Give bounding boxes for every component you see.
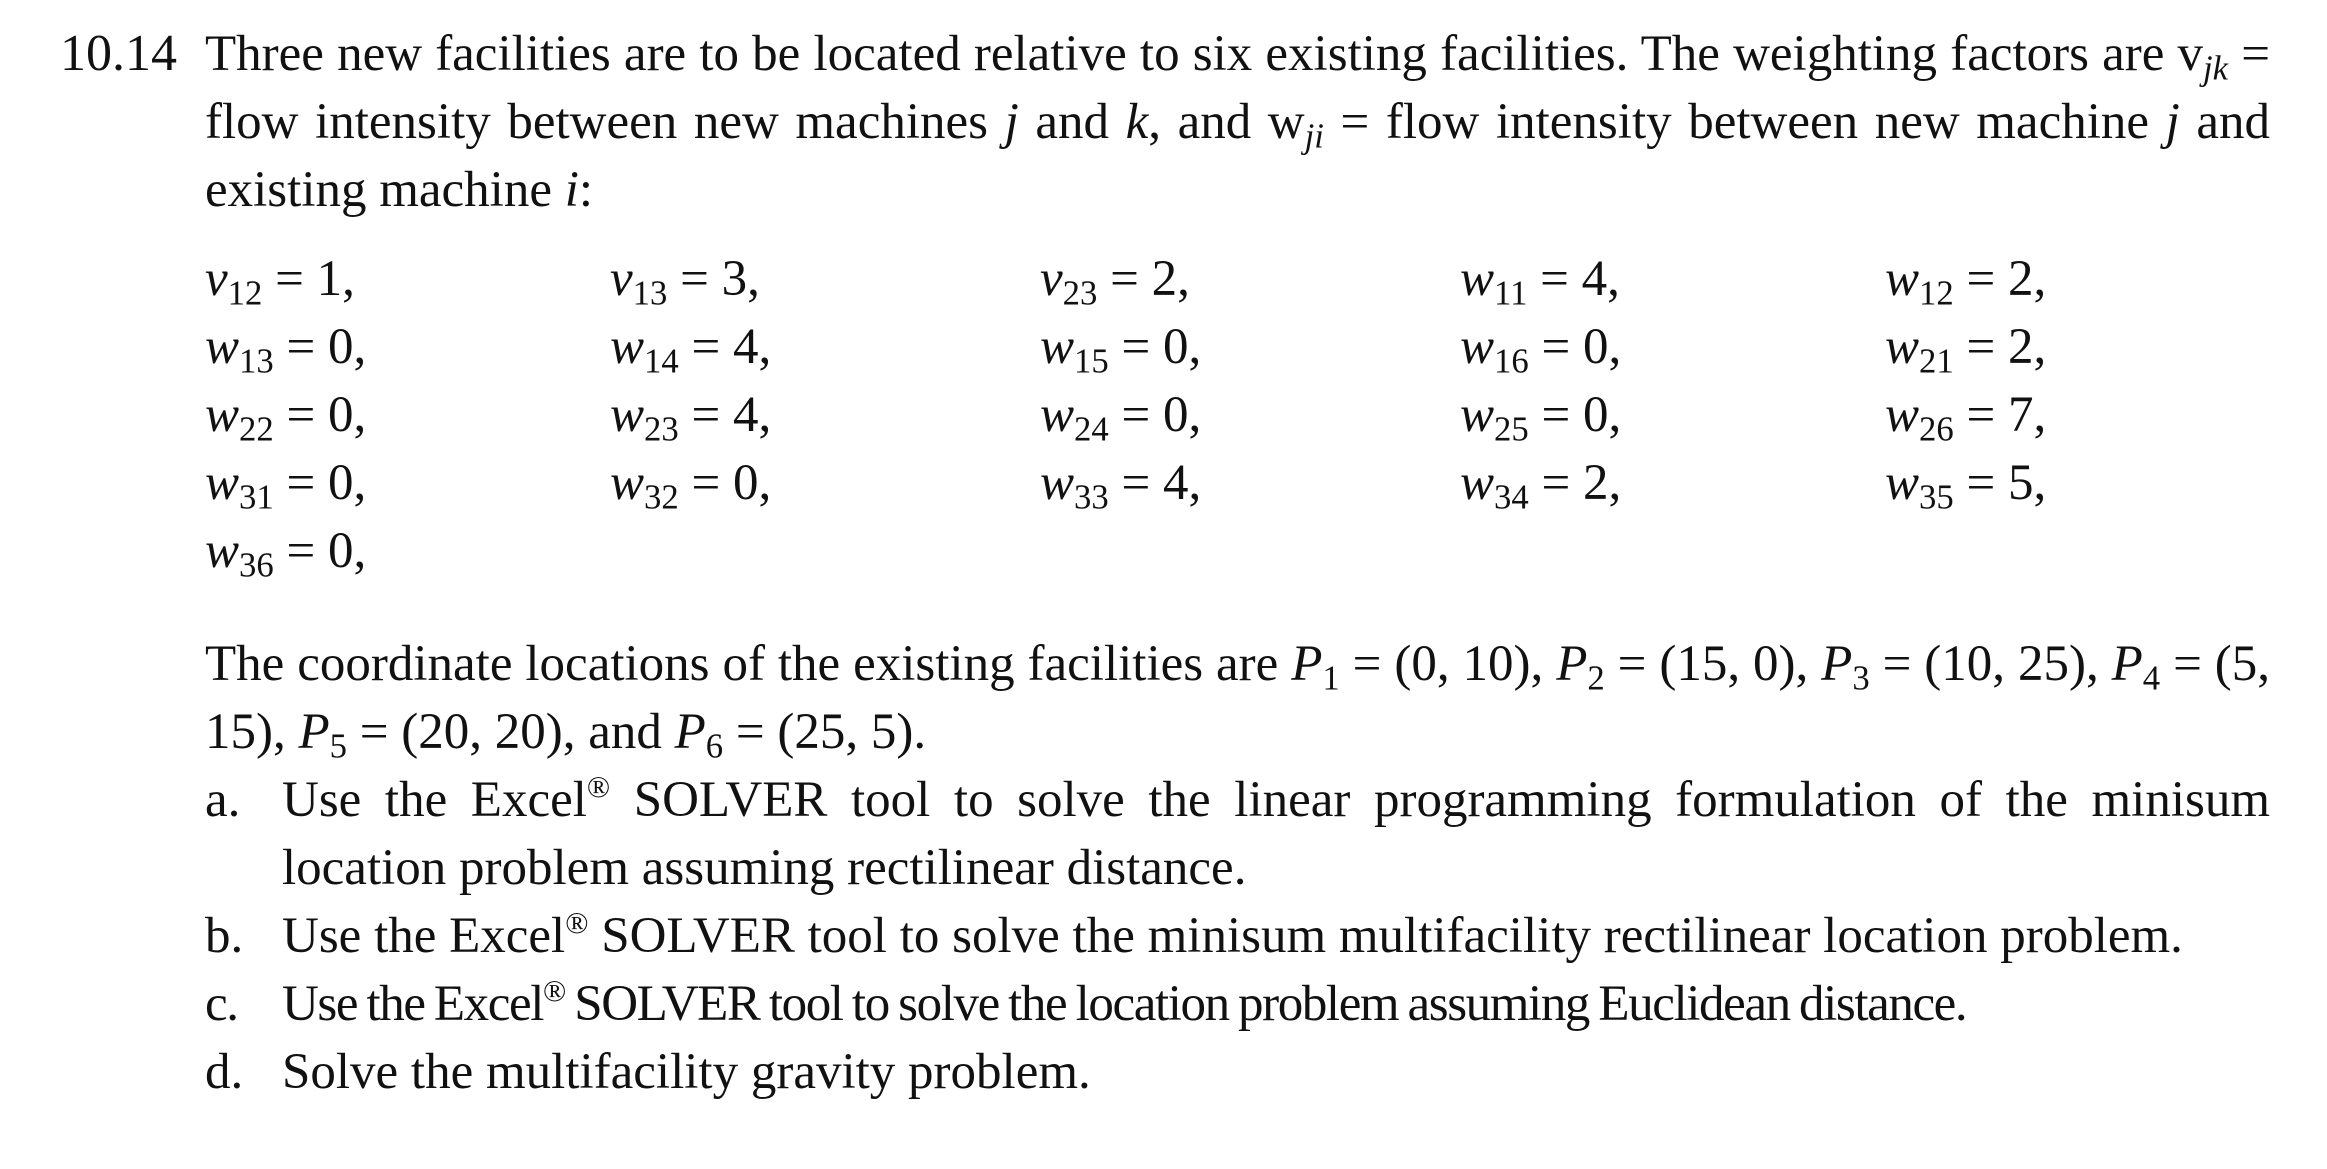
weight-factor	[610, 250, 760, 313]
weight-subscript: 36	[239, 545, 274, 585]
part-label: a.	[205, 772, 241, 828]
weight-variable: w	[1040, 387, 1075, 443]
weight-subscript: 23	[644, 409, 679, 449]
weight-factor	[1885, 318, 2047, 381]
part-text: Use the Excel	[282, 908, 566, 964]
point-subscript: 4	[2142, 658, 2161, 698]
weight-variable: v	[1040, 251, 1063, 307]
weight-value: = 3,	[667, 251, 760, 307]
weight-subscript: 21	[1919, 341, 1954, 381]
weight-factor	[205, 454, 367, 517]
point-coordinate: = (5, 15),	[205, 636, 2271, 760]
weight-variable: w	[205, 455, 240, 511]
weight-row	[205, 250, 2305, 318]
weight-factor	[1885, 250, 2047, 313]
weight-row	[205, 386, 2305, 454]
coords-lead: The coordinate locations of the existing facilities are	[205, 636, 1292, 692]
weight-variable: w	[1460, 251, 1495, 307]
weight-factor	[1885, 454, 2047, 517]
weight-factor	[1885, 386, 2047, 449]
part-text-cont: SOLVER tool to solve the location problem assuming Euclidean distance.	[564, 976, 1967, 1032]
weight-variable: w	[1885, 455, 1920, 511]
weight-value: = 2,	[1528, 455, 1622, 511]
weight-value: = 0,	[1108, 319, 1202, 375]
weight-variable: v	[610, 251, 633, 307]
weight-value: = 2,	[1953, 319, 2047, 375]
weight-subscript: 33	[1074, 477, 1109, 517]
existing-facility-coordinates	[205, 630, 2270, 766]
weight-subscript: 13	[239, 341, 274, 381]
weight-value: = 0,	[1528, 319, 1622, 375]
weight-value: = 4,	[1527, 251, 1620, 307]
weight-variable: w	[610, 387, 645, 443]
weight-value: = 4,	[678, 319, 772, 375]
registered-mark: ®	[586, 770, 611, 805]
problem-parts-list	[205, 766, 2270, 1106]
weight-row	[205, 454, 2305, 522]
weight-value: = 0,	[273, 523, 367, 579]
weight-value: = 7,	[1953, 387, 2047, 443]
point-subscript: 5	[329, 726, 347, 766]
weight-value: = 0,	[273, 387, 367, 443]
weight-factor-grid	[205, 250, 2305, 590]
weight-variable: w	[1460, 455, 1495, 511]
weight-factor	[205, 522, 367, 585]
weight-value: = 0,	[678, 455, 772, 511]
weight-subscript: 34	[1494, 477, 1529, 517]
weight-row	[205, 318, 2305, 386]
problem-part	[205, 970, 2270, 1038]
problem-part	[205, 1038, 2270, 1106]
weight-factor	[1040, 250, 1190, 313]
point-coordinate: = (10, 25),	[1869, 636, 2112, 692]
weight-factor	[1460, 454, 1622, 517]
weight-variable: w	[1885, 251, 1920, 307]
point-name: P	[1821, 636, 1853, 692]
part-label: c.	[205, 976, 238, 1032]
point-name: P	[298, 704, 330, 760]
weight-variable: w	[610, 319, 645, 375]
weight-factor	[1460, 250, 1620, 313]
weight-variable: w	[1040, 455, 1075, 511]
weight-subscript: 12	[1919, 273, 1954, 313]
weight-variable: w	[205, 523, 240, 579]
weight-subscript: 25	[1494, 409, 1529, 449]
weight-value: = 4,	[678, 387, 772, 443]
weight-value: = 1,	[262, 251, 355, 307]
weight-variable: w	[205, 387, 240, 443]
weight-value: = 2,	[1953, 251, 2047, 307]
weight-subscript: 32	[644, 477, 679, 517]
weight-factor	[1460, 318, 1622, 381]
weight-factor	[610, 318, 772, 381]
part-text: Use the Excel	[282, 772, 587, 828]
point-subscript: 3	[1852, 658, 1870, 698]
weight-factor	[205, 386, 367, 449]
point-name: P	[674, 704, 706, 760]
weight-factor	[205, 318, 367, 381]
weight-variable: w	[1460, 387, 1495, 443]
weight-variable: w	[1885, 387, 1920, 443]
weight-subscript: 23	[1062, 273, 1098, 313]
weight-variable: w	[1885, 319, 1920, 375]
problem-intro: Three new facilities are to be located relative to six existing facilities. The weighting factors are $v_{jk}$ = flow intensity between new machines j and k, and $w_{ji}$ = flow intensity between new machine j and existing machine i:	[205, 26, 2271, 218]
point-name: P	[1291, 636, 1323, 692]
weight-variable: v	[205, 251, 228, 307]
weight-factor	[610, 386, 772, 449]
part-text-cont: SOLVER tool to solve the minisum multifacility rectilinear location problem.	[588, 908, 2183, 964]
weight-value: = 0,	[273, 455, 367, 511]
point-subscript: 6	[705, 726, 724, 766]
weight-factor	[1460, 386, 1622, 449]
weight-subscript: 11	[1494, 273, 1528, 313]
weight-subscript: 13	[632, 273, 668, 313]
weight-value: = 0,	[1108, 387, 1202, 443]
point-coordinate: = (0, 10),	[1339, 636, 1557, 692]
weight-subscript: 12	[227, 273, 263, 313]
point-coordinate: = (15, 0),	[1604, 636, 1822, 692]
weight-factor	[610, 454, 772, 517]
weight-variable: w	[610, 455, 645, 511]
weight-value: = 5,	[1953, 455, 2047, 511]
weight-subscript: 35	[1919, 477, 1954, 517]
weight-subscript: 22	[239, 409, 274, 449]
weight-subscript: 14	[644, 341, 679, 381]
part-text: Use the Excel	[282, 976, 544, 1032]
weight-subscript: 24	[1074, 409, 1109, 449]
weight-value: = 0,	[273, 319, 367, 375]
weight-value: = 4,	[1108, 455, 1202, 511]
weight-value: = 0,	[1528, 387, 1622, 443]
registered-mark: ®	[565, 906, 589, 941]
weight-subscript: 31	[239, 477, 274, 517]
weight-variable: w	[1040, 319, 1075, 375]
part-text-cont: SOLVER tool to solve the linear programming formulation of the minisum location problem assuming rectilinear distance.	[282, 772, 2270, 896]
weight-factor	[1040, 386, 1202, 449]
weight-row	[205, 522, 2305, 590]
part-label: d.	[205, 1044, 244, 1100]
problem-number: 10.14	[60, 25, 177, 82]
weight-subscript: 26	[1919, 409, 1954, 449]
part-text: Solve the multifacility gravity problem.	[282, 1044, 1091, 1100]
weight-factor	[1040, 318, 1202, 381]
point-coordinate: = (20, 20), and	[346, 704, 675, 760]
problem-part	[205, 902, 2270, 970]
weight-variable: w	[205, 319, 240, 375]
weight-factor	[205, 250, 355, 313]
point-name: P	[1556, 636, 1588, 692]
point-subscript: 1	[1322, 658, 1340, 698]
point-name: P	[2111, 636, 2143, 692]
weight-subscript: 15	[1074, 341, 1109, 381]
point-coordinate: = (25, 5).	[723, 704, 927, 760]
weight-factor	[1040, 454, 1202, 517]
problem-part	[205, 766, 2270, 902]
weight-value: = 2,	[1097, 251, 1190, 307]
weight-variable: w	[1460, 319, 1495, 375]
weight-subscript: 16	[1494, 341, 1529, 381]
registered-mark: ®	[543, 974, 565, 1009]
part-label: b.	[205, 908, 244, 964]
point-subscript: 2	[1587, 658, 1605, 698]
